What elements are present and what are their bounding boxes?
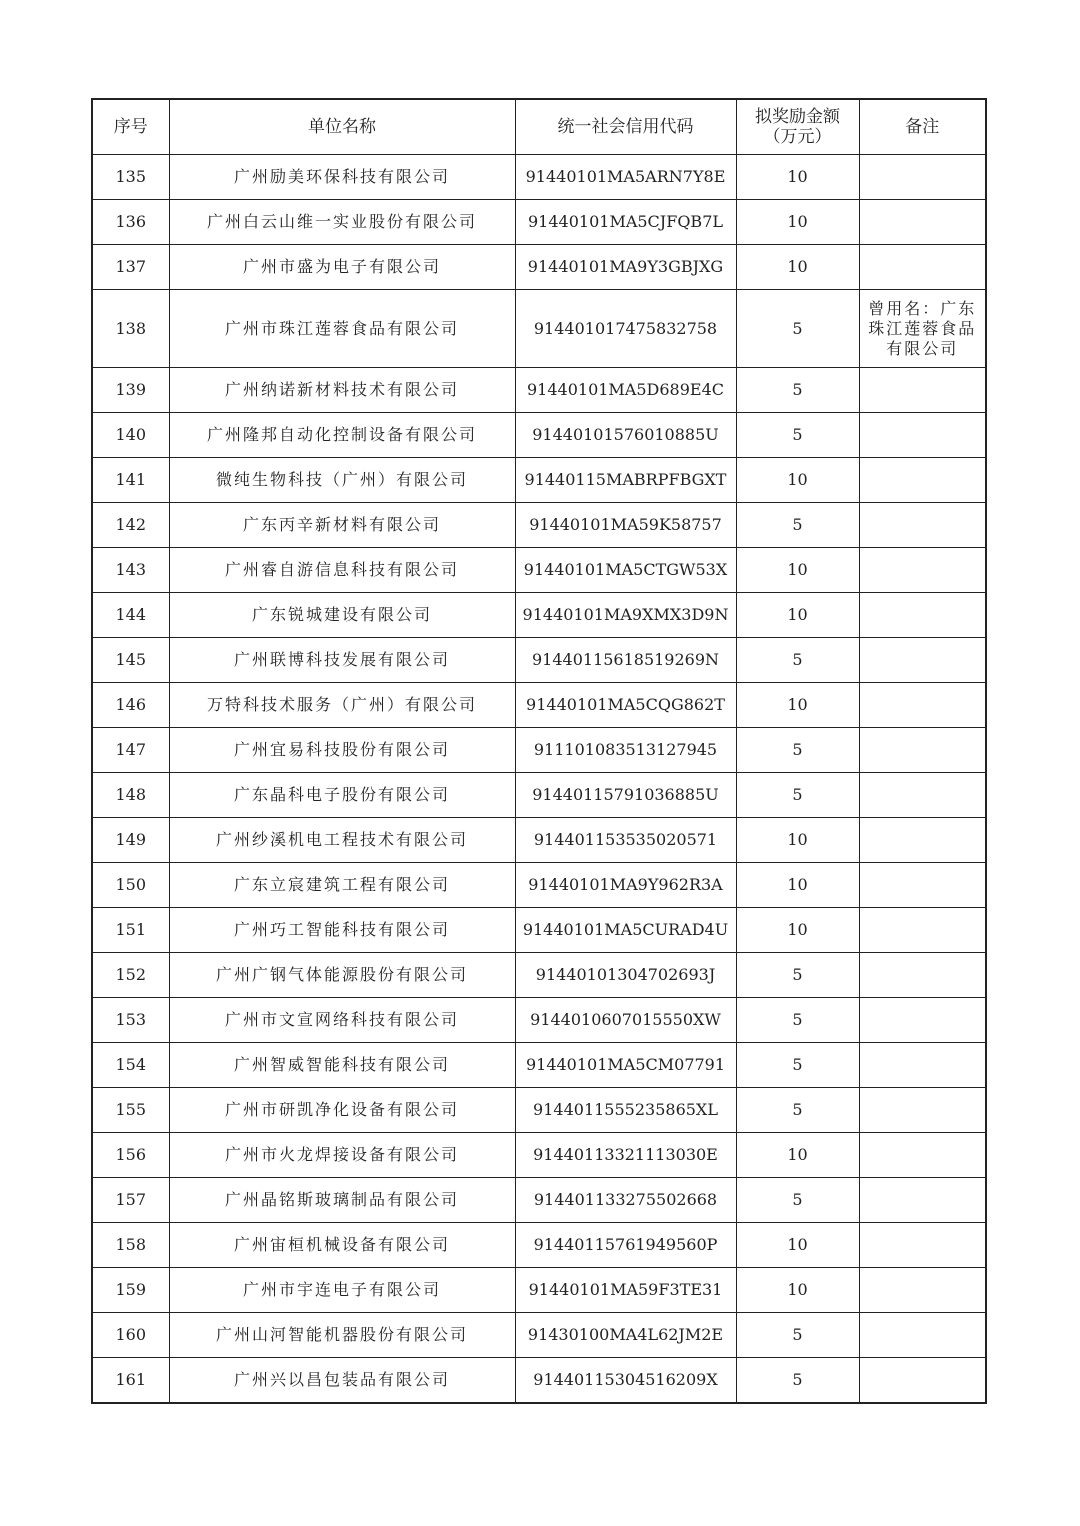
cell-code: 91440113321113030E — [515, 1133, 736, 1178]
cell-seq: 147 — [92, 728, 169, 773]
cell-note — [859, 1268, 986, 1313]
cell-seq: 135 — [92, 155, 169, 200]
cell-name: 广州市宇连电子有限公司 — [169, 1268, 515, 1313]
table-row — [92, 290, 986, 368]
cell-seq: 148 — [92, 773, 169, 818]
cell-amount: 10 — [736, 200, 859, 245]
table-row — [92, 1313, 986, 1358]
cell-amount: 10 — [736, 155, 859, 200]
cell-note — [859, 1223, 986, 1268]
cell-seq: 151 — [92, 908, 169, 953]
cell-seq: 146 — [92, 683, 169, 728]
cell-name: 广州巧工智能科技有限公司 — [169, 908, 515, 953]
cell-name: 广州宜易科技股份有限公司 — [169, 728, 515, 773]
cell-amount: 5 — [736, 1358, 859, 1403]
cell-code: 91440115761949560P — [515, 1223, 736, 1268]
cell-amount: 5 — [736, 290, 859, 368]
cell-amount: 5 — [736, 773, 859, 818]
cell-name: 广东立宸建筑工程有限公司 — [169, 863, 515, 908]
cell-note — [859, 908, 986, 953]
cell-note — [859, 773, 986, 818]
cell-note — [859, 245, 986, 290]
cell-note — [859, 638, 986, 683]
cell-note — [859, 1133, 986, 1178]
cell-seq: 153 — [92, 998, 169, 1043]
cell-name: 广州市研凯净化设备有限公司 — [169, 1088, 515, 1133]
cell-note — [859, 1088, 986, 1133]
award-list-table — [91, 98, 987, 1404]
table-row — [92, 1358, 986, 1403]
cell-note — [859, 728, 986, 773]
cell-code: 91440101MA5ARN7Y8E — [515, 155, 736, 200]
cell-seq: 155 — [92, 1088, 169, 1133]
table-row — [92, 155, 986, 200]
cell-name: 广州智威智能科技有限公司 — [169, 1043, 515, 1088]
cell-seq: 144 — [92, 593, 169, 638]
cell-code: 91440101MA5CQG862T — [515, 683, 736, 728]
table-row — [92, 413, 986, 458]
cell-note — [859, 368, 986, 413]
cell-code: 914401153535020571 — [515, 818, 736, 863]
cell-note — [859, 683, 986, 728]
cell-seq: 158 — [92, 1223, 169, 1268]
cell-amount: 5 — [736, 638, 859, 683]
cell-seq: 159 — [92, 1268, 169, 1313]
cell-name: 广州励美环保科技有限公司 — [169, 155, 515, 200]
cell-code: 91430100MA4L62JM2E — [515, 1313, 736, 1358]
cell-amount: 10 — [736, 863, 859, 908]
cell-name: 广州市盛为电子有限公司 — [169, 245, 515, 290]
cell-note — [859, 548, 986, 593]
cell-name: 广州纳诺新材料技术有限公司 — [169, 368, 515, 413]
table-row — [92, 593, 986, 638]
cell-name: 广州纱溪机电工程技术有限公司 — [169, 818, 515, 863]
cell-amount: 5 — [736, 1178, 859, 1223]
header-seq: 序号 — [92, 99, 169, 155]
cell-seq: 149 — [92, 818, 169, 863]
cell-name: 微纯生物科技（广州）有限公司 — [169, 458, 515, 503]
cell-note: 曾用名：广东珠江莲蓉食品有限公司 — [859, 290, 986, 368]
cell-amount: 5 — [736, 1088, 859, 1133]
cell-name: 广州市火龙焊接设备有限公司 — [169, 1133, 515, 1178]
cell-amount: 10 — [736, 593, 859, 638]
cell-code: 91440101304702693J — [515, 953, 736, 998]
cell-code: 91440115618519269N — [515, 638, 736, 683]
table-row — [92, 245, 986, 290]
cell-code: 914401017475832758 — [515, 290, 736, 368]
cell-amount: 5 — [736, 1043, 859, 1088]
cell-name: 广州睿自游信息科技有限公司 — [169, 548, 515, 593]
cell-name: 广州晶铭斯玻璃制品有限公司 — [169, 1178, 515, 1223]
cell-code: 91440101MA59K58757 — [515, 503, 736, 548]
table-row — [92, 1223, 986, 1268]
table-row — [92, 1088, 986, 1133]
header-note: 备注 — [859, 99, 986, 155]
header-name: 单位名称 — [169, 99, 515, 155]
cell-seq: 161 — [92, 1358, 169, 1403]
cell-code: 91440101MA9Y962R3A — [515, 863, 736, 908]
cell-note — [859, 200, 986, 245]
table-row — [92, 773, 986, 818]
cell-amount: 5 — [736, 1313, 859, 1358]
cell-note — [859, 413, 986, 458]
table-row — [92, 548, 986, 593]
table-row — [92, 908, 986, 953]
table-row — [92, 818, 986, 863]
cell-note — [859, 503, 986, 548]
table-header-row — [92, 99, 986, 155]
table-body — [92, 155, 986, 1403]
cell-amount: 10 — [736, 245, 859, 290]
table-row — [92, 1043, 986, 1088]
table-row — [92, 1178, 986, 1223]
cell-note — [859, 998, 986, 1043]
table-row — [92, 683, 986, 728]
cell-seq: 142 — [92, 503, 169, 548]
cell-code: 91440101MA5CTGW53X — [515, 548, 736, 593]
cell-amount: 10 — [736, 1223, 859, 1268]
cell-name: 广州山河智能机器股份有限公司 — [169, 1313, 515, 1358]
cell-name: 万特科技术服务（广州）有限公司 — [169, 683, 515, 728]
cell-name: 广东锐城建设有限公司 — [169, 593, 515, 638]
table-row — [92, 503, 986, 548]
cell-note — [859, 458, 986, 503]
cell-note — [859, 953, 986, 998]
cell-name: 广州白云山维一实业股份有限公司 — [169, 200, 515, 245]
cell-seq: 150 — [92, 863, 169, 908]
cell-code: 91440101MA9XMX3D9N — [515, 593, 736, 638]
cell-seq: 145 — [92, 638, 169, 683]
cell-code: 91440115MABRPFBGXT — [515, 458, 736, 503]
cell-seq: 152 — [92, 953, 169, 998]
cell-code: 9144011555235865XL — [515, 1088, 736, 1133]
cell-note — [859, 818, 986, 863]
cell-code: 9144010607015550XW — [515, 998, 736, 1043]
cell-amount: 5 — [736, 998, 859, 1043]
table-row — [92, 368, 986, 413]
table-row — [92, 728, 986, 773]
cell-amount: 10 — [736, 1268, 859, 1313]
cell-name: 广州宙桓机械设备有限公司 — [169, 1223, 515, 1268]
cell-seq: 160 — [92, 1313, 169, 1358]
cell-code: 91440101576010885U — [515, 413, 736, 458]
cell-amount: 10 — [736, 1133, 859, 1178]
table-row — [92, 458, 986, 503]
cell-note — [859, 155, 986, 200]
cell-code: 91440101MA5CURAD4U — [515, 908, 736, 953]
cell-amount: 5 — [736, 728, 859, 773]
cell-amount: 5 — [736, 368, 859, 413]
cell-amount: 5 — [736, 953, 859, 998]
cell-note — [859, 863, 986, 908]
cell-seq: 139 — [92, 368, 169, 413]
cell-note — [859, 1358, 986, 1403]
table-row — [92, 998, 986, 1043]
cell-name: 广州广钢气体能源股份有限公司 — [169, 953, 515, 998]
cell-seq: 137 — [92, 245, 169, 290]
cell-seq: 141 — [92, 458, 169, 503]
cell-seq: 140 — [92, 413, 169, 458]
cell-note — [859, 593, 986, 638]
cell-name: 广东丙辛新材料有限公司 — [169, 503, 515, 548]
cell-amount: 10 — [736, 458, 859, 503]
cell-code: 91440101MA5CJFQB7L — [515, 200, 736, 245]
cell-seq: 143 — [92, 548, 169, 593]
table-row — [92, 953, 986, 998]
header-amount-line2: （万元） — [763, 127, 832, 147]
cell-name: 广东晶科电子股份有限公司 — [169, 773, 515, 818]
cell-name: 广州市珠江莲蓉食品有限公司 — [169, 290, 515, 368]
cell-note — [859, 1043, 986, 1088]
cell-amount: 5 — [736, 413, 859, 458]
cell-code: 91440101MA5CM07791 — [515, 1043, 736, 1088]
cell-seq: 154 — [92, 1043, 169, 1088]
cell-seq: 136 — [92, 200, 169, 245]
header-code: 统一社会信用代码 — [515, 99, 736, 155]
cell-amount: 10 — [736, 548, 859, 593]
cell-code: 911101083513127945 — [515, 728, 736, 773]
cell-seq: 156 — [92, 1133, 169, 1178]
table-row — [92, 1268, 986, 1313]
cell-seq: 157 — [92, 1178, 169, 1223]
cell-name: 广州兴以昌包装品有限公司 — [169, 1358, 515, 1403]
table-row — [92, 638, 986, 683]
table-row — [92, 200, 986, 245]
cell-note — [859, 1178, 986, 1223]
cell-code: 91440115304516209X — [515, 1358, 736, 1403]
cell-seq: 138 — [92, 290, 169, 368]
cell-name: 广州隆邦自动化控制设备有限公司 — [169, 413, 515, 458]
table-row — [92, 1133, 986, 1178]
cell-amount: 10 — [736, 908, 859, 953]
table-row — [92, 863, 986, 908]
header-amount — [736, 99, 859, 155]
cell-code: 91440101MA9Y3GBJXG — [515, 245, 736, 290]
cell-code: 91440115791036885U — [515, 773, 736, 818]
cell-amount: 10 — [736, 683, 859, 728]
cell-note — [859, 1313, 986, 1358]
cell-code: 91440101MA5D689E4C — [515, 368, 736, 413]
cell-name: 广州联博科技发展有限公司 — [169, 638, 515, 683]
cell-amount: 5 — [736, 503, 859, 548]
cell-code: 914401133275502668 — [515, 1178, 736, 1223]
cell-code: 91440101MA59F3TE31 — [515, 1268, 736, 1313]
cell-name: 广州市文宣网络科技有限公司 — [169, 998, 515, 1043]
header-amount-line1: 拟奖励金额 — [755, 107, 840, 127]
cell-amount: 10 — [736, 818, 859, 863]
